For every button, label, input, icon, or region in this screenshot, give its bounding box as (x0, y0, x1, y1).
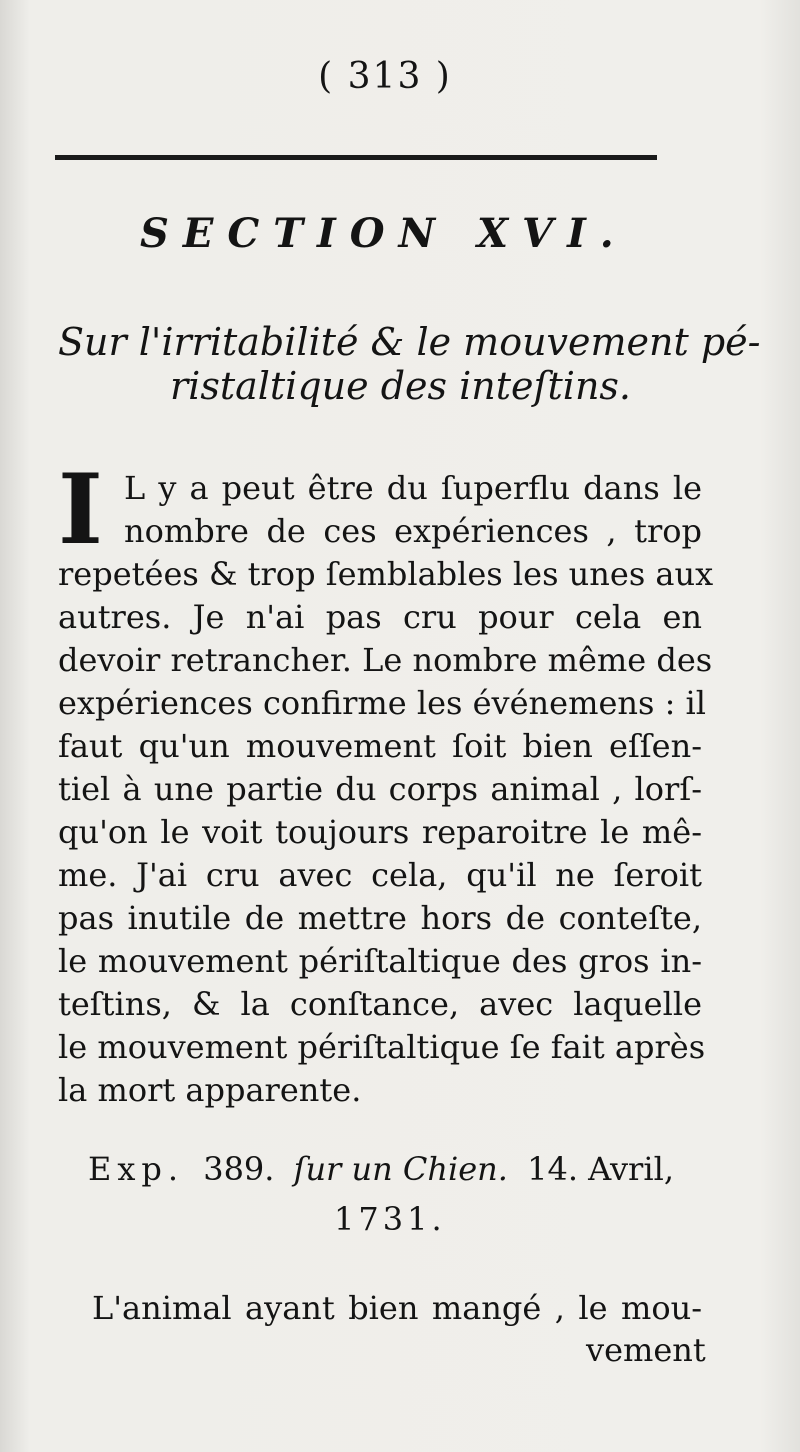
experiment-number: 389. (203, 1150, 275, 1188)
paragraph-line: la mort apparente. (58, 1071, 362, 1109)
page-number: ( 313 ) (318, 56, 452, 97)
header-rule (55, 155, 657, 160)
paragraph-line: tiel à une partie du corps animal , lorſ- (58, 770, 702, 808)
paragraph-line: L'animal ayant bien mangé , le mou- (92, 1289, 702, 1327)
paragraph-line: L y a peut être du ſuperflu dans le (124, 469, 702, 507)
experiment-label: Exp. (88, 1150, 185, 1188)
experiment-year: 1731. (334, 1200, 446, 1238)
experiment-subject: ſur un Chien. (293, 1150, 508, 1188)
paragraph-line: pas inutile de mettre hors de conteſte, (58, 899, 702, 937)
paragraph-line: qu'on le voit toujours reparoitre le mê- (58, 813, 702, 851)
paragraph-line: me. J'ai cru avec cela, qu'il ne ſeroit (58, 856, 702, 894)
paragraph-line: expériences confirme les événemens : il (58, 684, 706, 722)
section-subtitle-line-1: Sur l'irritabilité & le mouvement pé- (58, 320, 761, 364)
paragraph-line: le mouvement périſtaltique ſe fait après (58, 1028, 706, 1066)
paragraph-line: repetées & trop ſemblables les unes aux (58, 555, 714, 593)
paragraph-catchword: vement (586, 1331, 706, 1369)
section-subtitle-line-2: ristaltique des inteſtins. (170, 364, 632, 408)
paragraph-line: faut qu'un mouvement ſoit bien eſſen- (58, 727, 702, 765)
paragraph-line: nombre de ces expériences , trop (124, 512, 702, 550)
section-title: SECTION XVI. (140, 210, 628, 257)
paragraph-line: teſtins, & la conſtance, avec laquelle (58, 985, 702, 1023)
experiment-heading (88, 1150, 674, 1188)
paragraph-line: autres. Je n'ai pas cru pour cela en (58, 598, 702, 636)
paragraph-line: le mouvement périſtaltique des gros in- (58, 942, 702, 980)
drop-capital: I (58, 453, 103, 566)
experiment-date: 14. Avril, (527, 1150, 674, 1188)
paragraph-line: devoir retrancher. Le nombre même des (58, 641, 713, 679)
